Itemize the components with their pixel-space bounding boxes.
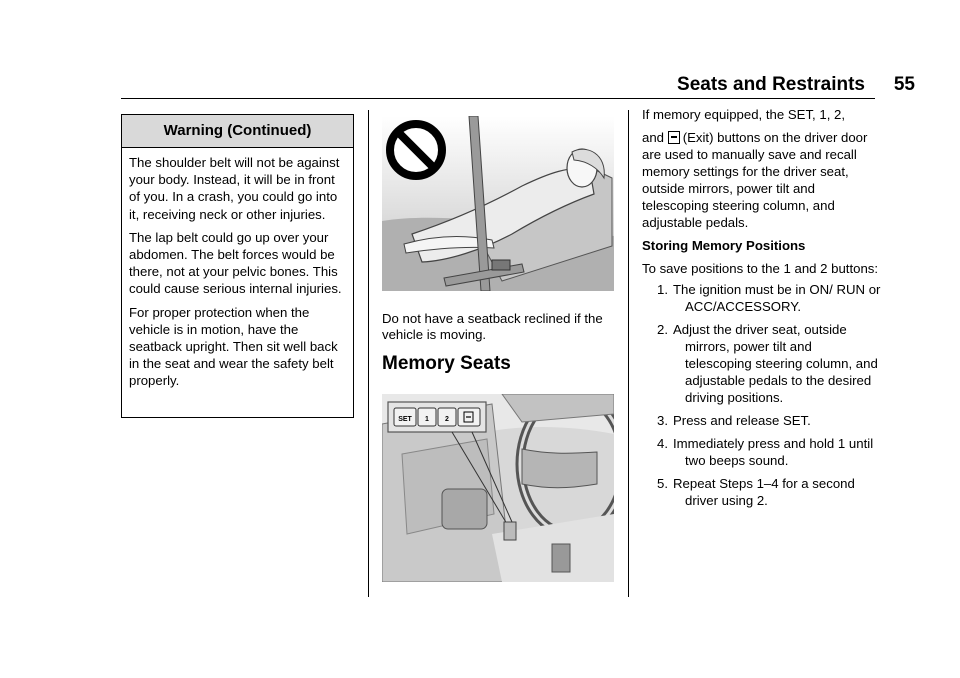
reclined-seat-illustration — [382, 116, 614, 291]
column-divider-right — [628, 110, 629, 597]
memory-button-exit — [458, 408, 480, 426]
list-item — [642, 281, 882, 315]
list-item — [642, 475, 882, 509]
memory-set-label: SET — [398, 416, 412, 423]
page-number: 55 — [893, 74, 915, 95]
step-text: Immediately press and hold 1 until two beeps sound. — [673, 436, 874, 468]
steps-list — [642, 281, 882, 509]
step-text: Adjust the driver seat, outside mirrors, power tilt and telescoping steering column, and adjustable pedals to the desired driving positions. — [673, 322, 878, 405]
memory-buttons-illustration — [382, 394, 614, 582]
warning-box — [121, 114, 354, 418]
step-number: 4. — [657, 436, 668, 451]
step-number: 3. — [657, 413, 668, 428]
warning-title: Warning (Continued) — [122, 115, 353, 148]
step-number: 2. — [657, 322, 668, 337]
step-text: Repeat Steps 1–4 for a second driver using 2. — [673, 476, 855, 508]
header-rule — [121, 98, 875, 99]
memory-button-set — [394, 408, 416, 426]
section-heading: Memory Seats — [382, 353, 511, 374]
memory-1-label: 1 — [425, 416, 429, 423]
storing-memory-subheading: Storing Memory Positions — [642, 238, 806, 253]
steps-lead: To save positions to the 1 and 2 buttons: — [642, 261, 879, 276]
memory-button-2 — [438, 408, 456, 426]
step-number: 5. — [657, 476, 668, 491]
warning-paragraph: For proper protection when the vehicle is in motion, have the seatback upright. Then sit well back in the seat and wear the safety belt properly. — [129, 304, 338, 389]
step-text: Press and release SET. — [673, 413, 811, 428]
intro-text — [642, 129, 882, 231]
intro-line-1: If memory equipped, the SET, 1, 2, — [642, 107, 846, 122]
column-divider-left — [368, 110, 369, 597]
step-text: The ignition must be in ON/ RUN or ACC/ACCESSORY. — [673, 282, 881, 314]
memory-2-label: 2 — [445, 416, 449, 423]
step-number: 1. — [657, 282, 668, 297]
prohibition-icon — [390, 124, 442, 176]
memory-button-1 — [418, 408, 436, 426]
figure-caption: Do not have a seatback reclined if the vehicle is moving. — [382, 311, 603, 342]
warning-body — [122, 148, 353, 390]
page-header-title: Seats and Restraints — [677, 74, 865, 95]
exit-icon — [668, 131, 680, 144]
list-item — [642, 435, 882, 469]
warning-paragraph: The shoulder belt will not be against your body. Instead, it will be in front of you. In a crash, you could go into it, receiving neck or other injuries. — [129, 155, 340, 222]
list-item — [642, 321, 882, 406]
memory-seat-instructions — [642, 106, 882, 515]
intro-line-2: (Exit) buttons on the driver door are used to manually save and recall memory settings for the driver seat, outside mirrors, power tilt and telescoping steering column, and adjustable pedals. — [642, 130, 868, 230]
warning-paragraph: The lap belt could go up over your abdomen. The belt forces would be there, not at your pelvic bones. This could cause serious internal injuries. — [129, 229, 342, 297]
list-item — [642, 412, 882, 429]
intro-and: and — [642, 130, 665, 145]
